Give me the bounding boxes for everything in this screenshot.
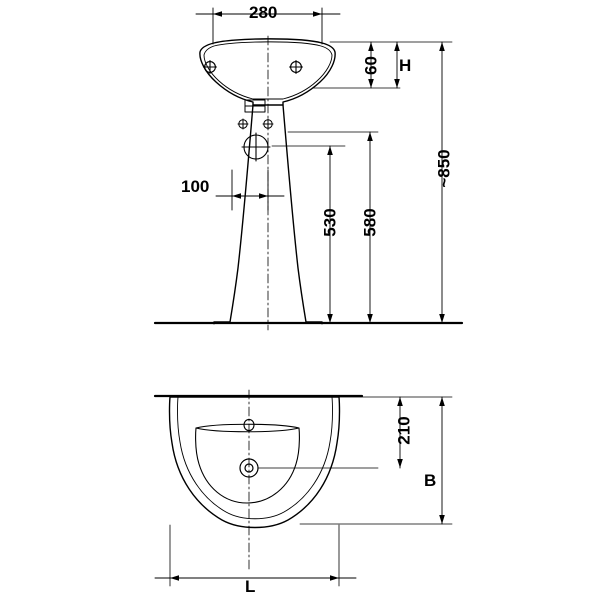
dim-label-530: 530 (320, 208, 340, 237)
basin-plan-outline (170, 397, 340, 528)
dim-B (439, 397, 445, 524)
dim-label-580: 580 (360, 208, 380, 237)
dim-label-60: 60 (361, 56, 381, 75)
dim-label-280: 280 (249, 3, 278, 22)
wall-fixing-detail (245, 100, 265, 112)
basin-front-outline (200, 39, 335, 105)
dim-label-H: H (399, 56, 412, 75)
tap-hole-right (290, 61, 303, 74)
dim-label-850: ~850 (434, 149, 454, 188)
basin-plan-bowl (196, 424, 300, 503)
dim-L (155, 575, 356, 581)
fixing-hole-right (263, 119, 273, 129)
dim-label-B: B (424, 471, 437, 490)
dim-label-L: L (245, 577, 256, 596)
fixing-hole-left (238, 119, 248, 129)
waste-outlet-front (242, 133, 270, 161)
dim-100 (216, 170, 284, 210)
dim-label-210: 210 (394, 416, 414, 445)
dim-label-100: 100 (181, 177, 210, 196)
